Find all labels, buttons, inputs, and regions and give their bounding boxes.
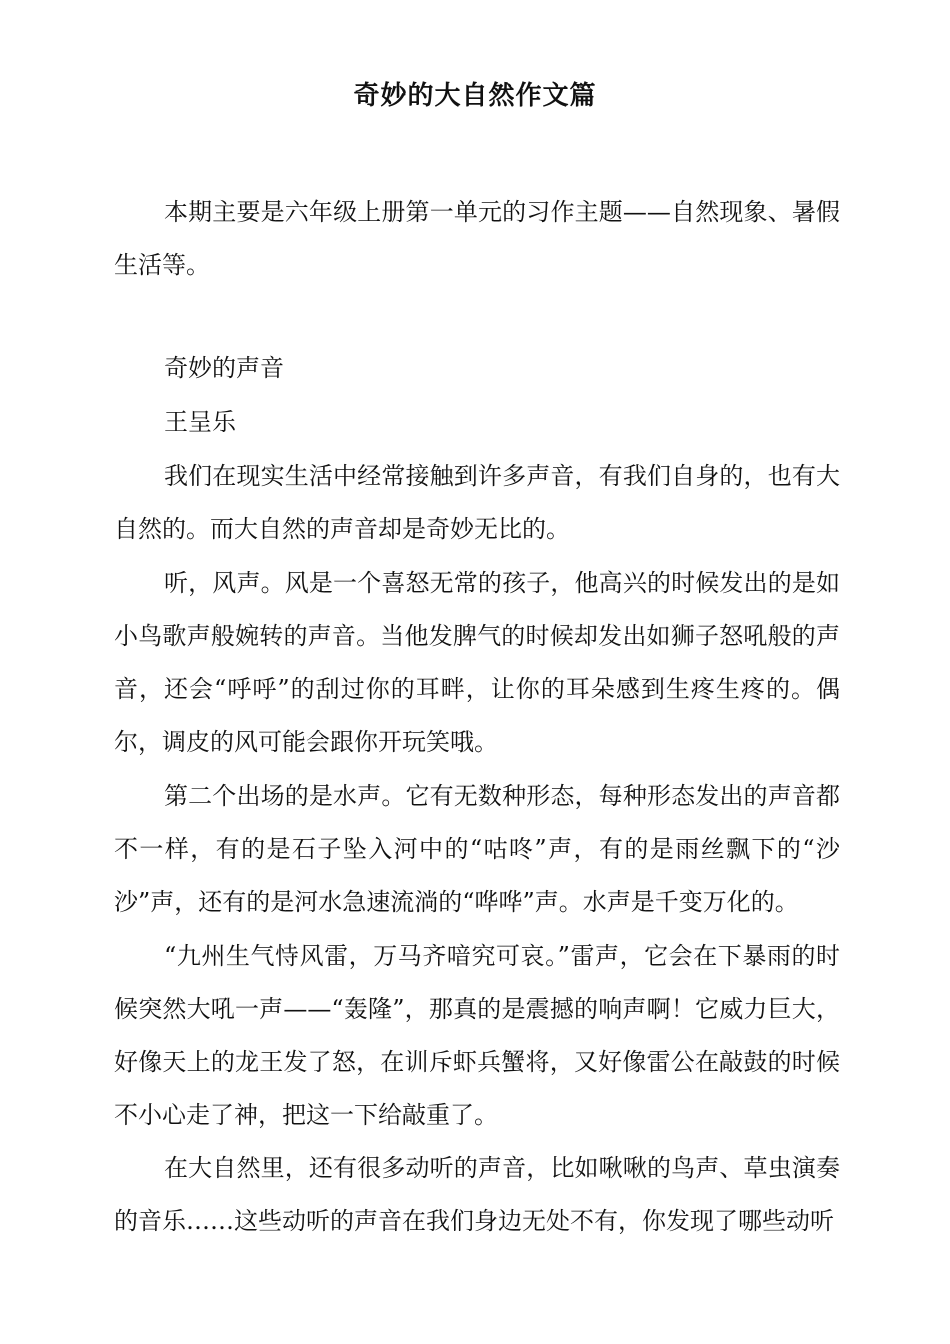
body-paragraph-1: 我们在现实生活中经常接触到许多声音，有我们自身的，也有大自然的。而大自然的声音却是奇妙无比的。 [114, 462, 840, 543]
essay-title: 奇妙的声音 [164, 354, 284, 382]
page-title: 奇妙的大自然作文篇 [353, 81, 597, 111]
body-paragraph-2: 听，风声。风是一个喜怒无常的孩子，他高兴的时候发出的是如小鸟歌声般婉转的声音。当他发脾气的时候却发出如狮子怒吼般的声音，还会“呼呼”的刮过你的耳畔，让你的耳朵感到生疼生疼的。偶尔，调皮的风可能会跟你开玩笑哦。 [114, 569, 840, 756]
body-paragraph-4: “九州生气恃风雷，万马齐喑究可哀。”雷声，它会在下暴雨的时候突然大吼一声——“轰隆”，那真的是震撼的响声啊！它威力巨大，好像天上的龙王发了怒，在训斥虾兵蟹将，又好像雷公在敲鼓的时候不小心走了神，把这一下给敲重了。 [114, 942, 840, 1129]
intro-paragraph: 本期主要是六年级上册第一单元的习作主题——自然现象、暑假生活等。 [114, 198, 840, 279]
body-paragraph-5: 在大自然里，还有很多动听的声音，比如啾啾的鸟声、草虫演奏的音乐……这些动听的声音在我们身边无处不有，你发现了哪些动听 [114, 1154, 840, 1235]
author-name: 王呈乐 [164, 408, 236, 436]
body-paragraph-3: 第二个出场的是水声。它有无数种形态，每种形态发出的声音都不一样，有的是石子坠入河中的“咕咚”声，有的是雨丝飘下的“沙沙”声，还有的是河水急速流淌的“哗哗”声。水声是千变万化的。 [114, 782, 840, 916]
